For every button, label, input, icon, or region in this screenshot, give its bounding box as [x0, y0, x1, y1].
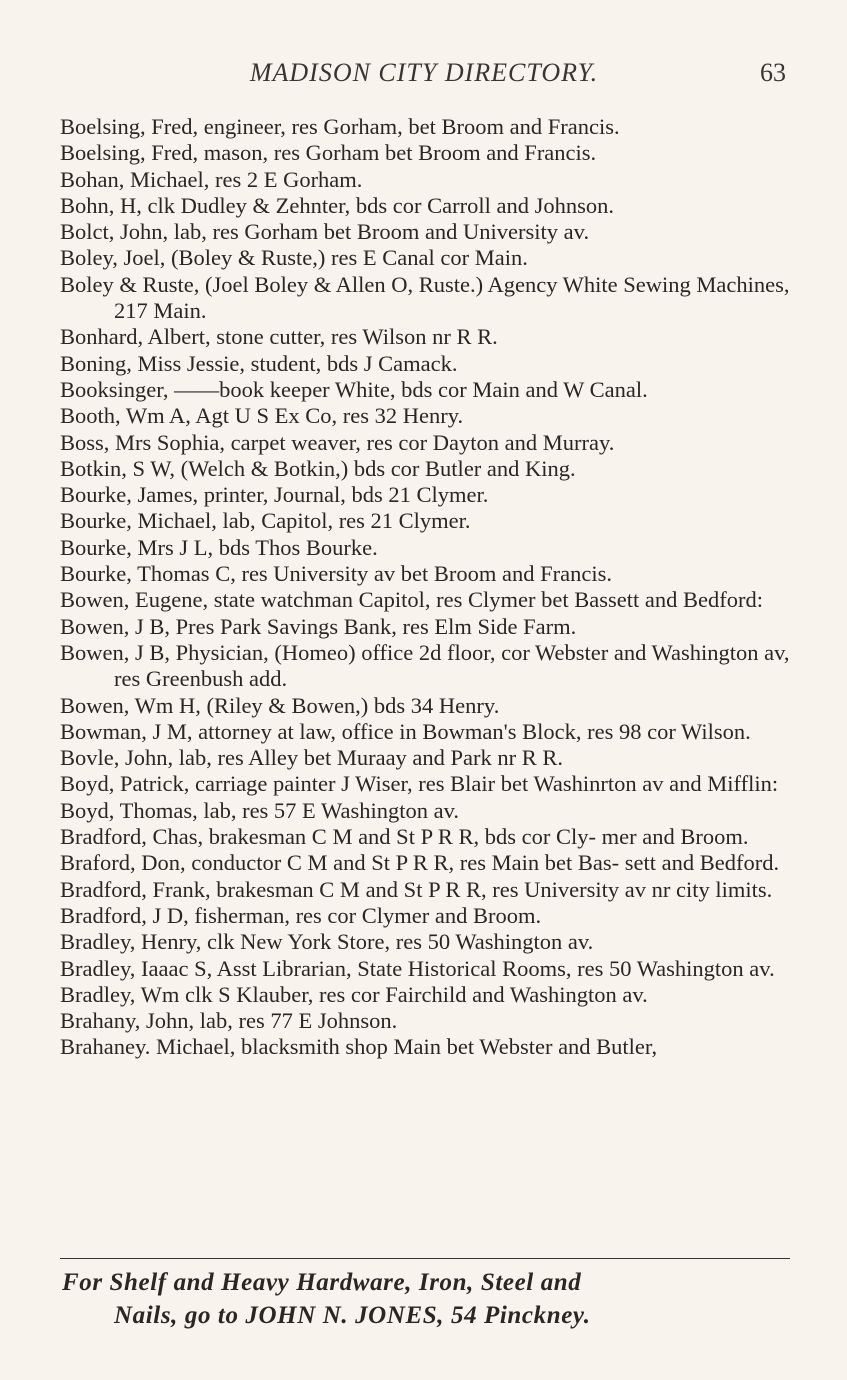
directory-entry: Bradley, Henry, clk New York Store, res 50 Washington av. — [60, 929, 594, 955]
directory-entry: Bradley, Wm clk S Klauber, res cor Fairchild and Washington av. — [60, 981, 648, 1007]
directory-entry: Boley, Joel, (Boley & Ruste,) res E Canal cor Main. — [60, 245, 528, 271]
page-number: 63 — [760, 58, 786, 87]
page-header — [60, 58, 788, 94]
directory-entry: Bowen, Eugene, state watchman Capitol, res Clymer bet Bassett and Bedford: — [60, 587, 763, 613]
directory-entry: Booksinger, ——book keeper White, bds cor Main and W Canal. — [60, 376, 648, 402]
directory-entry: Boelsing, Fred, mason, res Gorham bet Broom and Francis. — [60, 140, 597, 166]
directory-entry: Brahaney. Michael, blacksmith shop Main bet Webster and Butler, — [60, 1034, 658, 1060]
directory-entry: Bradford, Chas, brakesman C M and St P R R, bds cor Cly- mer and Broom. — [60, 824, 749, 850]
directory-entry: Bourke, Michael, lab, Capitol, res 21 Clymer. — [60, 508, 471, 534]
directory-entry: Boley & Ruste, (Joel Boley & Allen O, Ruste.) Agency White Sewing Machines, 217 Main. — [60, 271, 790, 324]
directory-entry: Bowen, J B, Physician, (Homeo) office 2d floor, cor Webster and Washington av, res Greenbush add. — [60, 639, 790, 692]
directory-entry: Bradley, Iaaac S, Asst Librarian, State Historical Rooms, res 50 Washington av. — [60, 955, 775, 981]
footer-divider — [60, 1258, 790, 1259]
directory-entry: Bowen, J B, Pres Park Savings Bank, res Elm Side Farm. — [60, 613, 577, 639]
directory-entry: Bowen, Wm H, (Riley & Bowen,) bds 34 Henry. — [60, 692, 500, 718]
directory-entry: Bradford, Frank, brakesman C M and St P R R, res University av nr city limits. — [60, 876, 773, 902]
page-title: MADISON CITY DIRECTORY. — [249, 58, 599, 87]
directory-entry: Bohn, H, clk Dudley & Zehnter, bds cor Carroll and Johnson. — [60, 192, 615, 218]
directory-entry: Booth, Wm A, Agt U S Ex Co, res 32 Henry. — [60, 403, 464, 429]
directory-entry: Bolct, John, lab, res Gorham bet Broom and University av. — [60, 219, 590, 245]
directory-entry: Bourke, Mrs J L, bds Thos Bourke. — [60, 534, 378, 560]
directory-entry: Bovle, John, lab, res Alley bet Muraay and Park nr R R. — [60, 745, 564, 771]
directory-entry: Bowman, J M, attorney at law, office in Bowman's Block, res 98 cor Wilson. — [60, 718, 751, 744]
directory-entry: Boning, Miss Jessie, student, bds J Camack. — [60, 350, 458, 376]
directory-entry: Boyd, Patrick, carriage painter J Wiser, res Blair bet Washinrton av and Mifflin: — [60, 771, 779, 797]
advertisement-line-1: For Shelf and Heavy Hardware, Iron, Steel and — [62, 1269, 582, 1296]
directory-entry: Bourke, Thomas C, res University av bet Broom and Francis. — [60, 561, 612, 587]
hardware-advertisement — [62, 1266, 792, 1332]
directory-entry: Boyd, Thomas, lab, res 57 E Washington av. — [60, 797, 459, 823]
directory-entry: Boelsing, Fred, engineer, res Gorham, bet Broom and Francis. — [60, 114, 620, 139]
directory-entry: Bohan, Michael, res 2 E Gorham. — [60, 166, 363, 192]
directory-entry: Botkin, S W, (Welch & Botkin,) bds cor Butler and King. — [60, 455, 576, 481]
directory-entry: Bourke, James, printer, Journal, bds 21 Clymer. — [60, 482, 489, 508]
directory-entry: Bonhard, Albert, stone cutter, res Wilson nr R R. — [60, 324, 498, 350]
directory-entry: Bradford, J D, fisherman, res cor Clymer and Broom. — [60, 902, 542, 928]
directory-entry: Brahany, John, lab, res 77 E Johnson. — [60, 1008, 398, 1034]
directory-entry: Braford, Don, conductor C M and St P R R, res Main bet Bas- sett and Bedford. — [60, 850, 780, 876]
directory-entry: Boss, Mrs Sophia, carpet weaver, res cor Dayton and Murray. — [60, 429, 615, 455]
directory-entries — [60, 114, 790, 1061]
advertisement-line-2: Nails, go to JOHN N. JONES, 54 Pinckney. — [114, 1302, 591, 1329]
